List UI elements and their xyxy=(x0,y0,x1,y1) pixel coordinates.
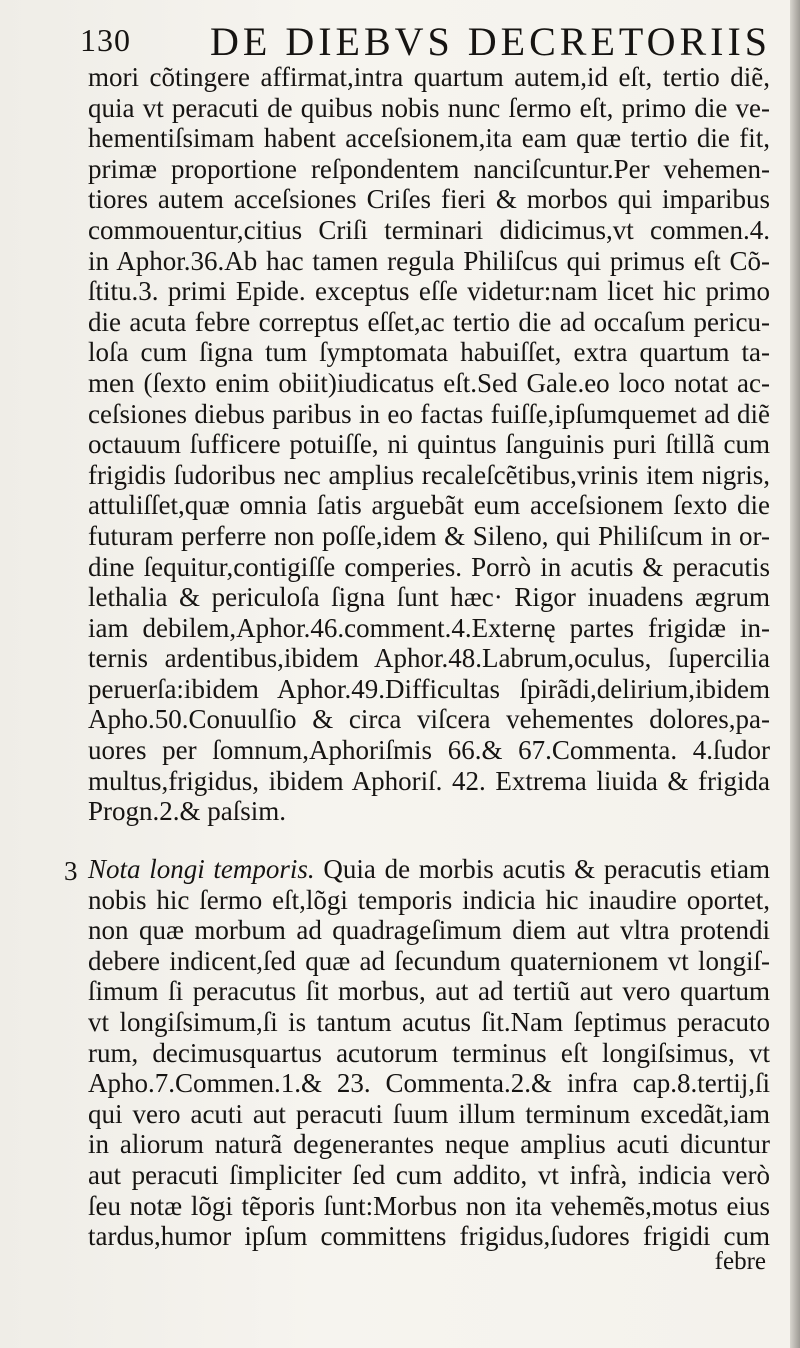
text-line: men (ſexto enim obiit)iudicatus eſt.Sed Gale.eo loco notat ac- xyxy=(88,367,770,398)
text-line: attuliſſet,quæ omnia ſatis arguebãt eum acceſsionem ſexto die xyxy=(88,490,770,521)
running-title: DE DIEBVS DECRETORIIS xyxy=(210,19,772,64)
text-line: mori cõtingere affirmat,intra quartum autem,id eſt, tertio diẽ, xyxy=(88,62,770,92)
page-header xyxy=(80,14,772,64)
catchword: febre xyxy=(714,1248,766,1275)
text-line: peruerſa:ibidem Aphor.49.Difficultas ſpirãdi,delirium,ibidem xyxy=(88,673,770,704)
text-line: hementiſsimam habent acceſsionem,ita eam quæ tertio die fit, xyxy=(88,123,770,154)
section-number: 3 xyxy=(64,856,78,886)
text-line: loſa cum ſigna tum ſymptomata habuiſſet, extra quartum ta- xyxy=(88,337,770,368)
text-line: multus,frigidus, ibidem Aphoriſ. 42. Extrema liuida & frigida xyxy=(88,765,770,796)
text-line: quia vt peracuti de quibus nobis nunc ſermo eſt, primo die ve- xyxy=(88,92,770,123)
text-line: vt longiſsimum,ſi is tantum acutus ſit.Nam ſeptimus peracuto xyxy=(88,1006,770,1037)
text-line: ſimum ſi peracutus ſit morbus, aut ad tertiũ aut vero quartum xyxy=(88,976,770,1007)
text-line: iam debilem,Aphor.46.comment.4.Externę partes frigidæ in- xyxy=(88,612,770,643)
text-line: uores per ſomnum,Aphoriſmis 66.& 67.Commenta. 4.ſudor xyxy=(88,735,770,766)
section-heading: Nota longi temporis. xyxy=(88,854,315,884)
text-line: lethalia & periculoſa ſigna ſunt hæc· Rigor inuadens ægrum xyxy=(88,582,770,613)
text-line: ternis ardentibus,ibidem Aphor.48.Labrum,oculus, ſupercilia xyxy=(88,643,770,674)
text-line: frigidis ſudoribus nec amplius recaleſcẽtibus,vrinis item nigris, xyxy=(88,459,770,490)
page-number: 130 xyxy=(80,22,131,58)
section-first-line xyxy=(88,854,770,885)
text-line: nobis hic ſermo eſt,lõgi temporis indicia hic inaudire oportet, xyxy=(88,884,770,915)
page-edge-shadow xyxy=(790,0,800,1348)
text-line: tardus,humor ipſum committens frigidus,ſudores frigidi cum xyxy=(88,1221,770,1252)
text-line: die acuta febre correptus eſſet,ac tertio die ad occaſum pericu- xyxy=(88,306,770,337)
text-line: in aliorum naturã degenerantes neque amplius acuti dicuntur xyxy=(88,1129,770,1160)
text-line: Apho.50.Conuulſio & circa viſcera vehementes dolores,pa- xyxy=(88,704,770,735)
text-line: qui vero acuti aut peracuti ſuum illum terminum excedãt,iam xyxy=(88,1098,770,1129)
section-first-line-text: Quia de morbis acutis & peracutis etiam xyxy=(314,854,771,884)
text-line: octauum ſufficere potuiſſe, ni quintus ſanguinis puri ſtillã cum xyxy=(88,429,770,460)
text-line: rum, decimusquartus acutorum terminus eſt longiſsimus, vt xyxy=(88,1037,770,1068)
text-line: aut peracuti ſimpliciter ſed cum addito, vt infrà, indicia verò xyxy=(88,1159,770,1190)
text-line: Progn.2.& paſsim. xyxy=(88,796,287,827)
paragraph-main xyxy=(88,62,770,827)
text-line: ceſsiones diebus paribus in eo factas fuiſſe,ipſumquemet ad diẽ xyxy=(88,398,770,429)
text-line: primæ proportione reſpondentem nanciſcuntur.Per vehemen- xyxy=(88,153,770,184)
section-nota-longi-temporis xyxy=(88,854,770,1252)
text-line: futuram perferre non poſſe,idem & Sileno, qui Philiſcum in or- xyxy=(88,520,770,551)
text-line: ſtitu.3. primi Epide. exceptus eſſe videtur:nam licet hic primo xyxy=(88,276,770,307)
text-line: Apho.7.Commen.1.& 23. Commenta.2.& infra cap.8.tertij,ſi xyxy=(88,1068,770,1099)
text-line: tiores autem acceſsiones Criſes fieri & morbos qui imparibus xyxy=(88,184,770,215)
text-line: debere indicent,ſed quæ ad ſecundum quaternionem vt longiſ- xyxy=(88,945,770,976)
text-line: non quæ morbum ad quadrageſimum diem aut vltra protendi xyxy=(88,915,770,946)
text-line: ſeu notæ lõgi tẽporis ſunt:Morbus non ita vehemẽs,motus eius xyxy=(88,1190,770,1221)
text-line: dine ſequitur,contigiſſe comperies. Porrò in acutis & peracutis xyxy=(88,551,770,582)
text-line: in Aphor.36.Ab hac tamen regula Philiſcus qui primus eſt Cõ- xyxy=(88,245,770,276)
text-line: commouentur,citius Criſi terminari didicimus,vt commen.4. xyxy=(88,214,770,245)
